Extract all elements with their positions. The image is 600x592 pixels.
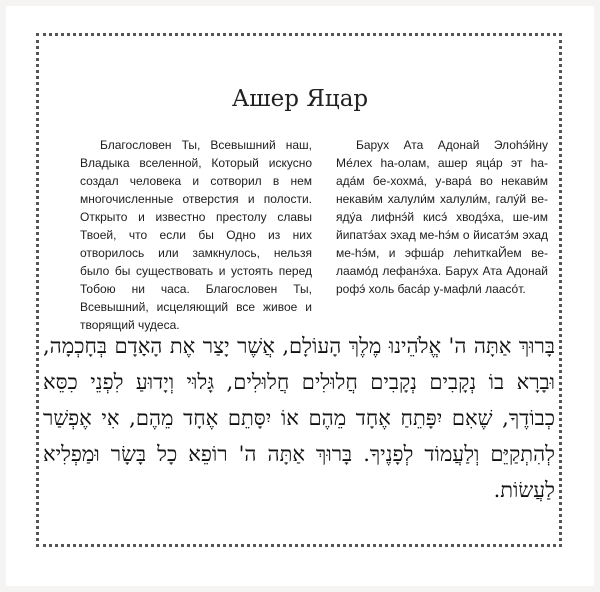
transliteration-text: Барух Ата Адонай Элоhэ́йну Ме́лех hа-олам, ашер яца́р эт hа-ада́м бе-хохма́, у-вара́ во некави́м некави́м халули́м халули́м, галу́й ве-яду́а лифнэ́й кисэ́ хводэ́ха, ше-им йипатэ́ах эхад ме-hэ́м о йисатэ́м эхад ме-hэ́м, и эфша́р леhиткаЙем ве-лаамо́д лефанэ́ха. Барух Ата Адонай рофэ́ холь баса́р у-мафли́ лаасо́т.	[336, 138, 548, 296]
russian-translation-column	[80, 136, 312, 334]
prayer-title: Ашер Яцар	[231, 86, 369, 112]
hebrew-prayer-block	[43, 328, 555, 508]
transliteration-column	[336, 136, 548, 298]
hebrew-prayer-text: בָּרוּךְ אַתָּה ה' אֱלֹהֵינוּ מֶלֶךְ הָעוֹלָם, אֲשֶׁר יָצַר אֶת הָאָדָם בְּחָכְמָה, וּבָרָא בוֹ נְקָבִים נְקָבִים חֲלוּלִים חֲלוּלִים, גָּלוּי וְיָדוּעַ לִפְנֵי כִסֵּא כְבוֹדֶךָ, שֶׁאִם יִפָּתֵחַ אֶחָד מֵהֶם אוֹ יִסָּתֵם אֶחָד מֵהֶם, אִי אֶפְשַׁר לְהִתְקַיֵּם וְלַעֲמוֹד לְפָנֶיךָ. בָּרוּךְ אַתָּה ה' רוֹפֵא כָל בָּשָׂר וּמַפְלִיא לַעֲשׂוֹת.	[43, 334, 555, 502]
russian-translation-text: Благословен Ты, Всевышний наш, Владыка вселенной, Который искусно создал человека и сотворил в нем многочисленные отверстия и полости. Открыто и известно престолу славы Твоей, что если бы Одно из них отворилось или замкнулось, нельзя было бы существовать и устоять перед Тобою ни часа. Благословен Ты, Всевышний, исцеляющий все живое и творящий чудеса.	[80, 138, 312, 332]
